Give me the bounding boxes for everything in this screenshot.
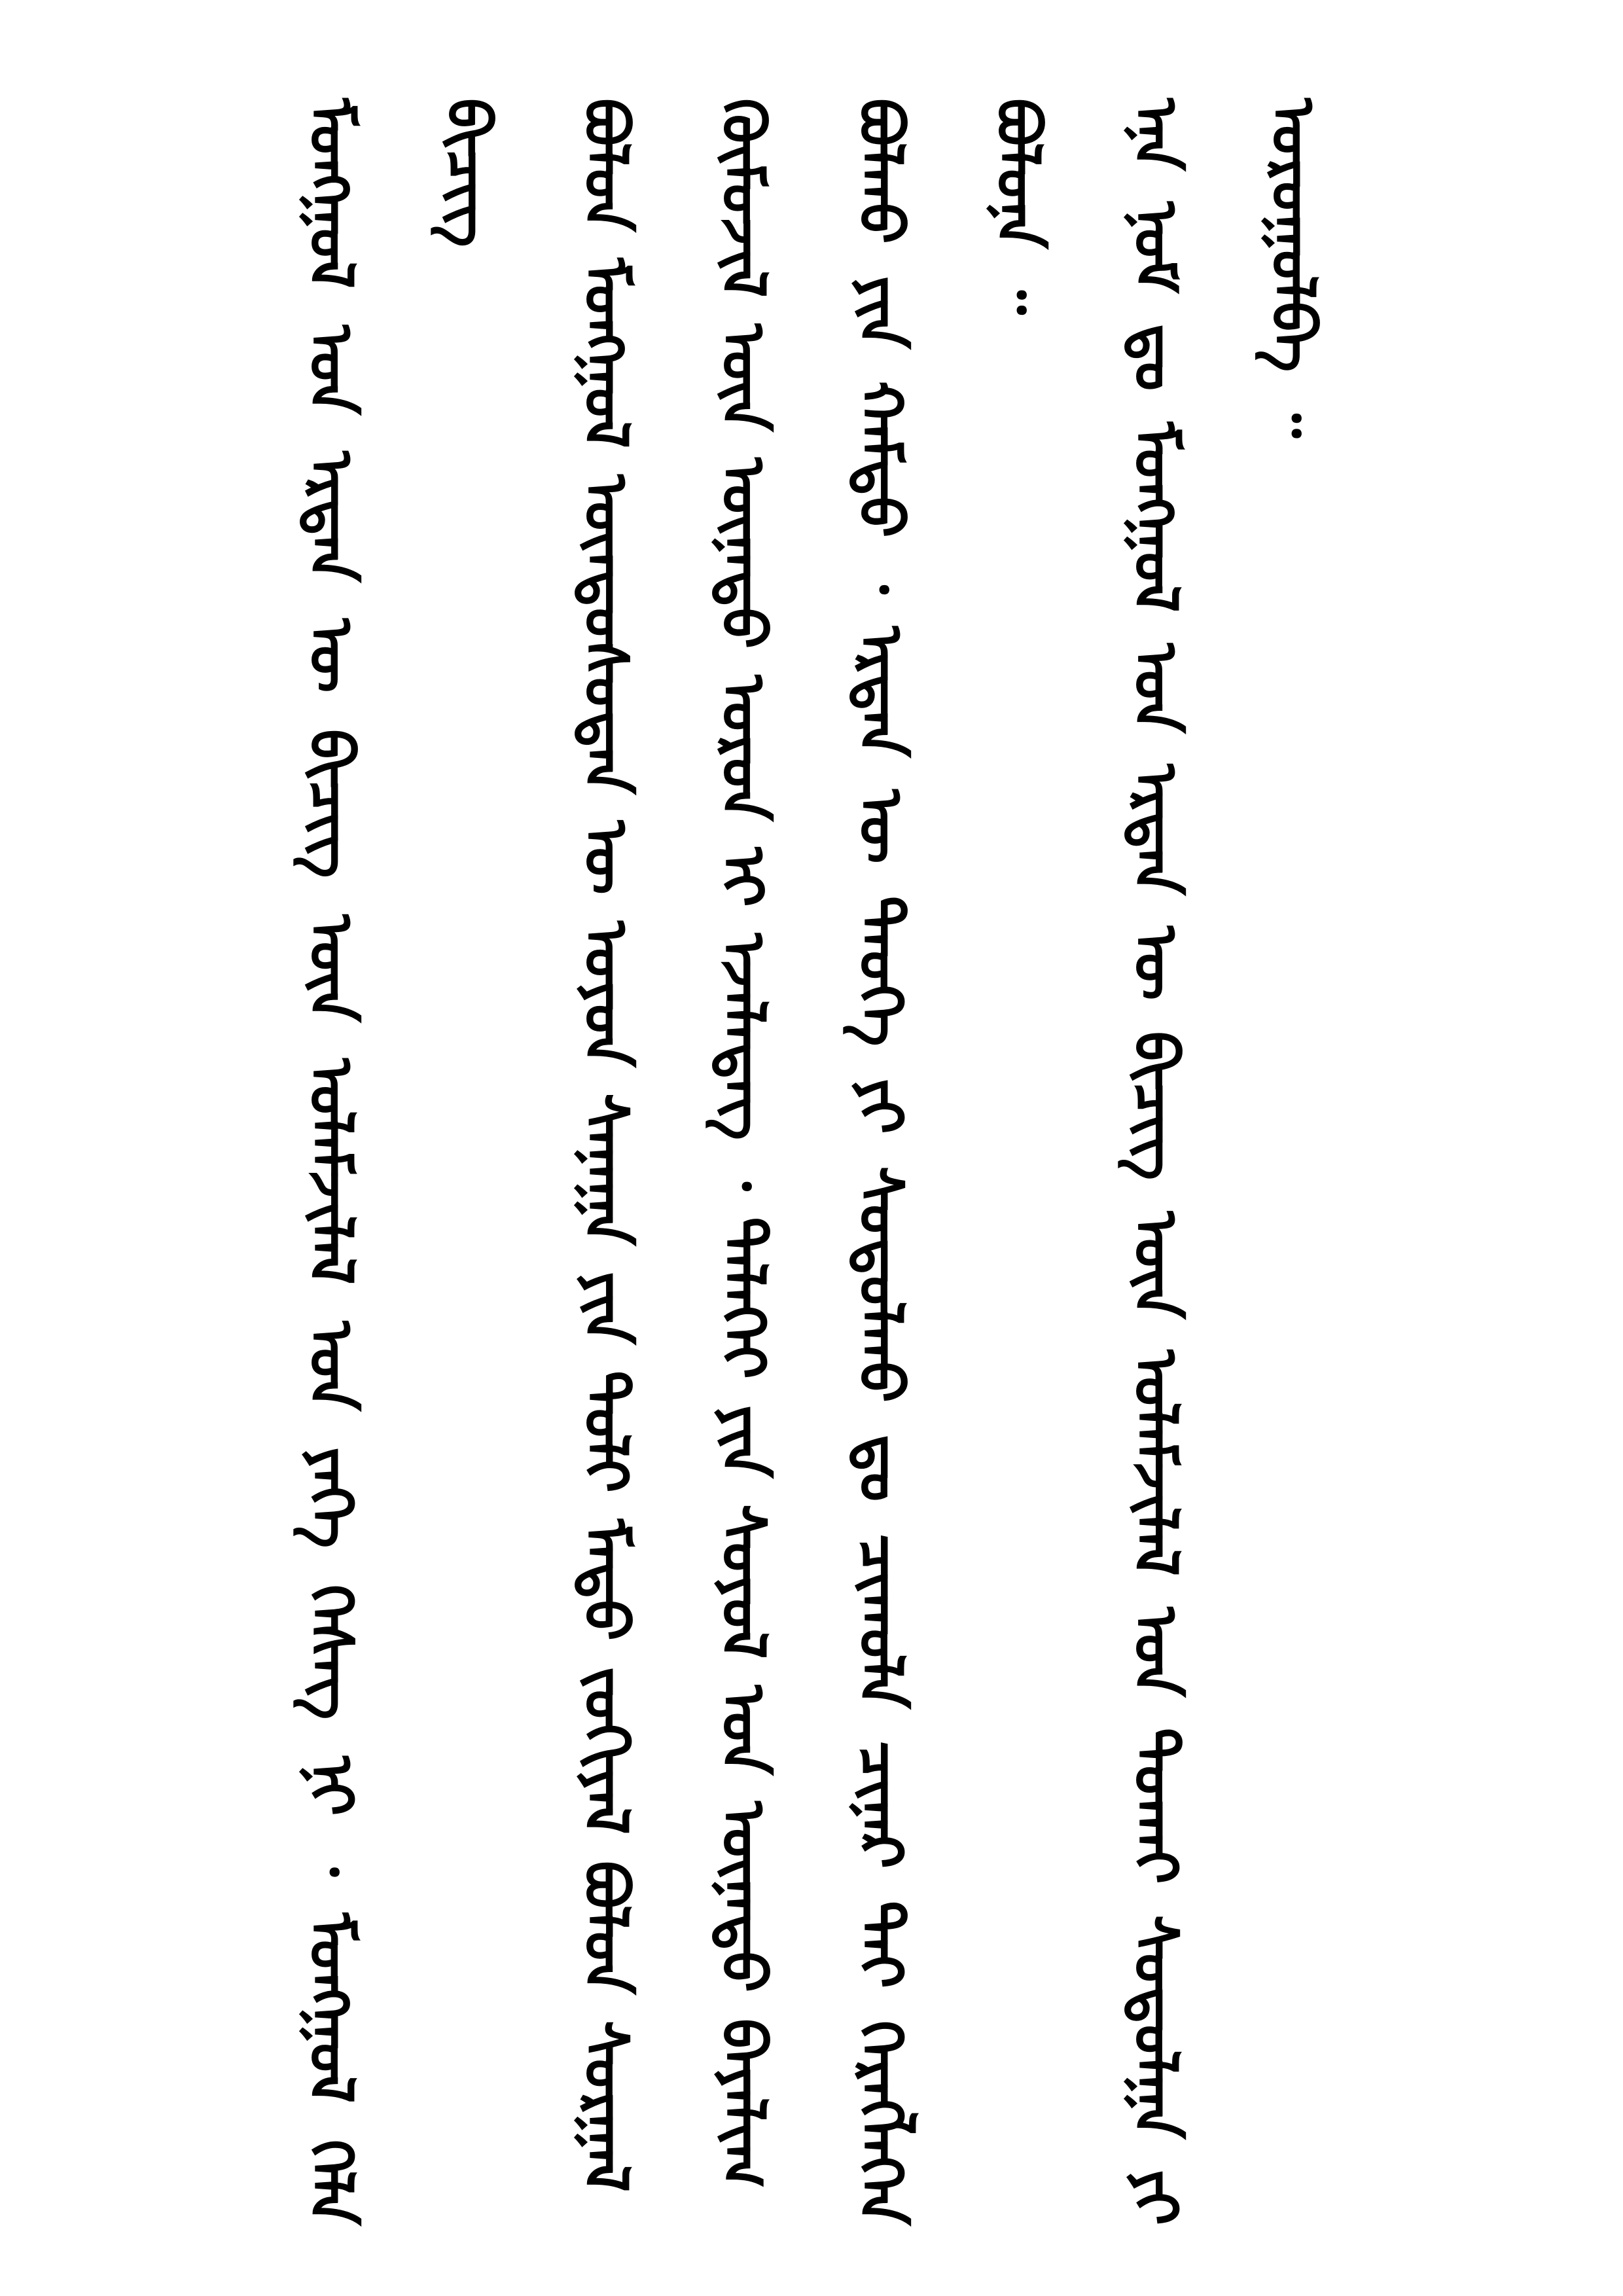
text-line: ᠪᠣᠯᠤᠨ ᠮᠣᠩᠭᠣᠯ ᠦᠨᠳᠦᠰᠦᠲᠡᠨ ᠦ ᠣᠶᠤᠨ ᠰᠠᠨᠠᠭᠠ ᠶᠢᠨ ᠲᠣᠯᠢ ᠮᠡᠲᠦ ᠵᠣᠬᠢᠶᠠᠯ ᠪᠣᠯᠤᠨ ᠰᠤᠷᠭᠠᠯ — [571, 98, 641, 2193]
document-body — [262, 98, 1361, 2225]
text-line: ᠬᠦᠮᠦᠵᠢᠯ ᠦᠨ ᠦᠨᠡᠲᠦ ᠣᠷᠣᠨ ᠢ ᠡᠵᠡᠯᠡᠳᠡᠭ ᠂ ᠳᠡᠯᠡᠬᠡᠢ ᠶᠢᠨ ᠰᠣᠶᠣᠯ ᠤᠨ ᠦᠨᠡᠲᠦ ᠪᠠᠶᠠᠯᠢᠭ — [708, 98, 778, 2189]
text-line: ᠪᠣᠯᠬᠤ ᠶᠢᠨ ᠬᠠᠮᠲᠤ ᠂ ᠡᠷᠲᠡᠨ ᠦ ᠲᠡᠦᠬᠡ ᠶᠢ ᠰᠤᠳᠤᠯᠬᠤ ᠳᠤ ᠴᠢᠬᠤᠯᠠ ᠴᠢᠨᠠᠷ ᠲᠠᠢ ᠬᠡᠷᠡᠭᠯᠡᠭᠡᠨ ᠪᠣᠯᠤᠨᠠ ᠃ — [846, 98, 1053, 2225]
text-line: ᠡᠨᠡ ᠨᠣᠮ ᠳᠤ ᠮᠣᠩᠭᠣᠯ ᠤᠨ ᠡᠷᠲᠡᠨ ᠦ ᠪᠢᠴᠢᠭ ᠦᠨ ᠤᠯᠠᠮᠵᠢᠯᠠᠯ ᠤᠨ ᠲᠤᠬᠠᠢ ᠰᠤᠳᠤᠯᠭᠠ ᠶᠢ ᠣᠷᠤᠭᠤᠯᠪᠠ ᠃ — [1120, 98, 1328, 2225]
text-line: ᠮᠣᠩᠭᠣᠯ ᠤᠨ ᠡᠷᠲᠡᠨ ᠦ ᠪᠢᠴᠢᠭ ᠦᠨ ᠤᠯᠠᠮᠵᠢᠯᠠᠯ ᠤᠨ ᠶᠡᠬᠡ ᠬᠡᠰᠡᠭ ᠨᠢ ᠂ ᠮᠣᠩᠭᠣᠯ ᠬᠡᠯᠡ ᠪᠢᠴᠢᠭ — [296, 98, 503, 2225]
